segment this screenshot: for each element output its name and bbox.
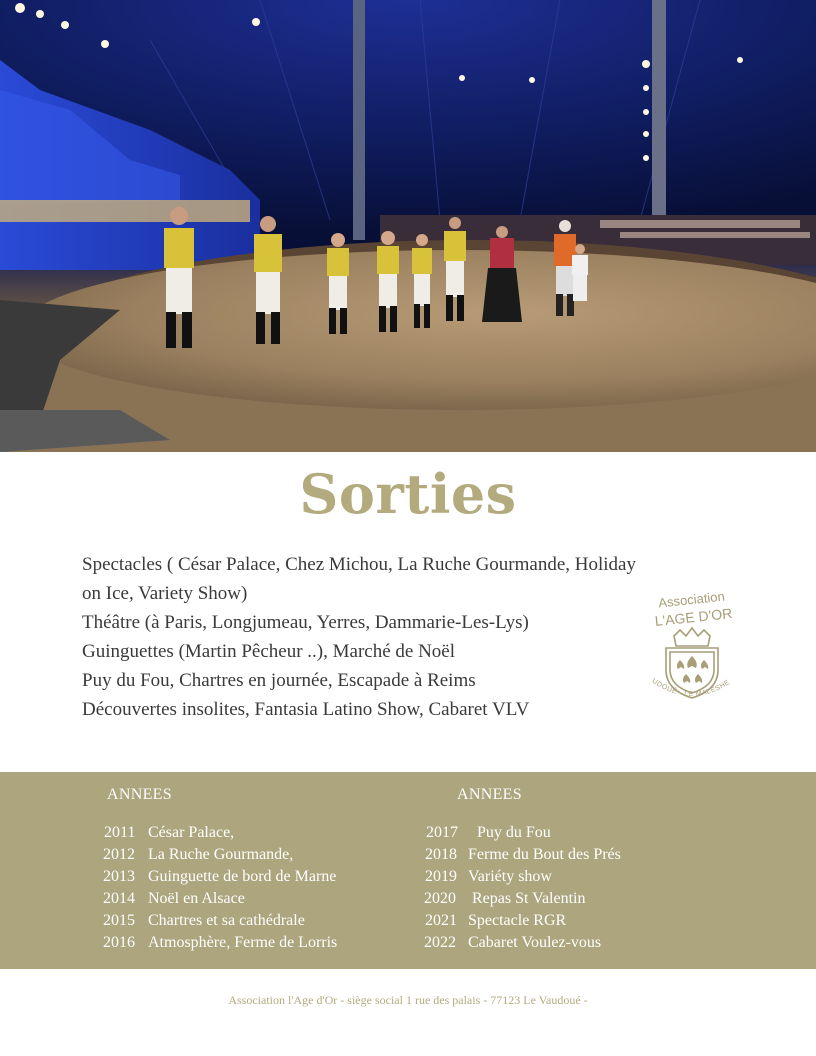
circus-ring-image [0,0,816,452]
year-event: Noël en Alsace [148,890,245,907]
years-header: ANNEES [457,786,522,803]
svg-text:Association: Association [657,590,726,611]
year-value: 2017 [426,824,458,841]
years-band [0,772,816,969]
year-value: 2013 [103,868,135,885]
years-header: ANNEES [107,786,172,803]
year-value: 2019 [425,868,457,885]
year-value: 2018 [425,846,457,863]
year-value: 2011 [104,824,136,841]
year-value: 2014 [103,890,135,907]
svg-text:L'AGE D'OR: L'AGE D'OR [654,605,733,630]
year-event: La Ruche Gourmande, [148,846,294,863]
description-line: Spectacles ( César Palace, Chez Michou, La Ruche Gourmande, Holiday [82,554,636,575]
year-value: 2022 [424,934,456,951]
year-event: Puy du Fou [477,824,551,841]
year-event: Repas St Valentin [472,890,586,907]
svg-text:LE VAUDOUÉ - LE MALESHERBOIS: UDOUÉ - LE MALESHE [650,677,732,699]
description-line: Théâtre (à Paris, Longjumeau, Yerres, Dammarie-Les-Lys) [82,612,529,633]
year-event: César Palace, [148,824,235,841]
description-line: Guinguettes (Martin Pêcheur ..), Marché de Noël [82,641,456,662]
year-event: Ferme du Bout des Prés [468,846,621,863]
year-value: 2016 [103,934,135,951]
page-title: Sorties [299,462,517,526]
year-value: 2012 [103,846,135,863]
year-event: Chartres et sa cathédrale [148,912,305,929]
year-event: Atmosphère, Ferme de Lorris [148,934,338,951]
year-event: Guinguette de bord de Marne [148,868,337,885]
year-event: Variéty show [468,868,552,885]
year-value: 2021 [425,912,457,929]
description-line: Puy du Fou, Chartres en journée, Escapade à Reims [82,670,476,691]
association-logo [642,590,742,708]
description-line: on Ice, Variety Show) [82,583,248,604]
year-event: Cabaret Voulez-vous [468,934,602,951]
year-value: 2020 [424,890,456,907]
description-line: Découvertes insolites, Fantasia Latino Show, Cabaret VLV [82,699,530,720]
footer-address: Association l'Age d'Or - siège social 1 rue des palais - 77123 Le Vaudoué - [228,993,588,1007]
year-event: Spectacle RGR [468,912,567,929]
hero-photo [0,0,816,452]
year-value: 2015 [103,912,135,929]
